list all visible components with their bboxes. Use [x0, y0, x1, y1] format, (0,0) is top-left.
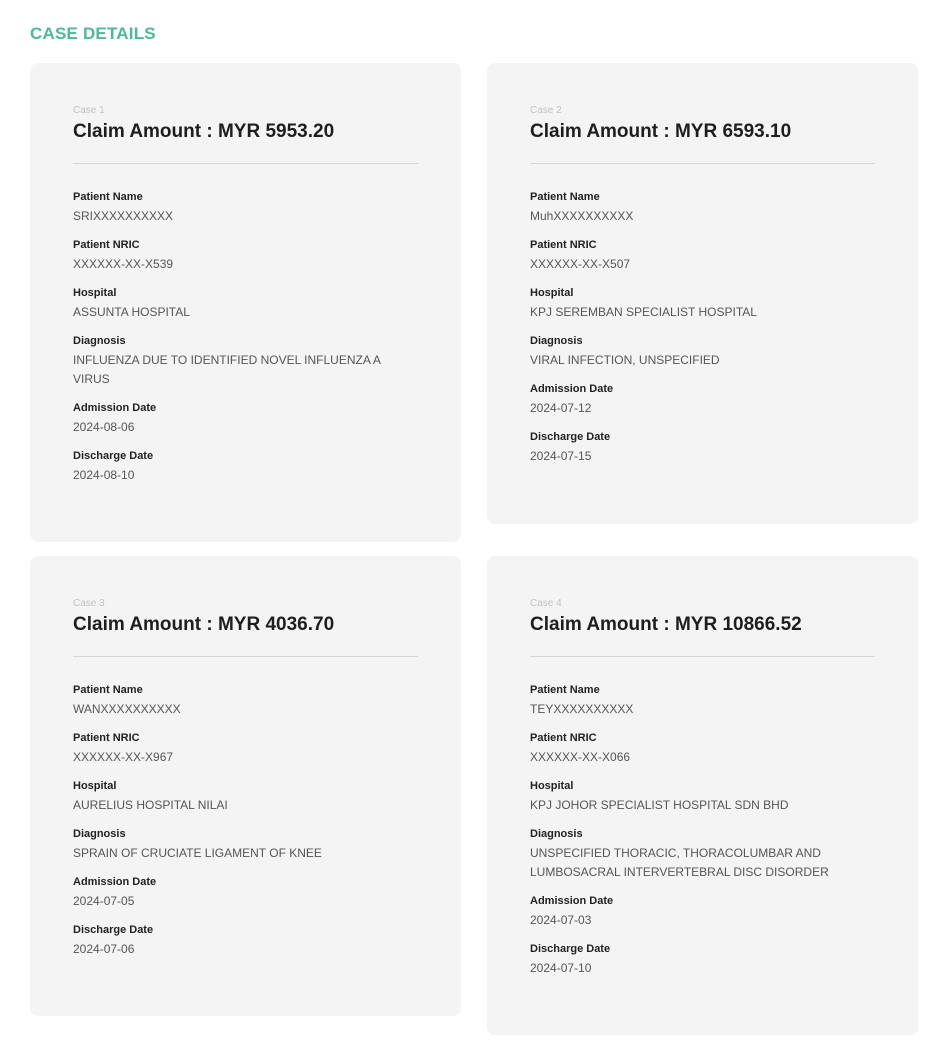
- diagnosis-value: UNSPECIFIED THORACIC, THORACOLUMBAR AND LUMBOSACRAL INTERVERTEBRAL DISC DISORDER: [530, 846, 829, 879]
- patient-nric-label: Patient NRIC: [530, 732, 597, 744]
- patient-nric-value: XXXXXX-XX-X507: [530, 257, 631, 271]
- admission-date-field: [530, 382, 875, 418]
- patient-nric-field: [530, 238, 875, 274]
- patient-name-label: Patient Name: [530, 191, 600, 203]
- diagnosis-field: [73, 334, 418, 389]
- case-card-4: [487, 556, 918, 1035]
- diagnosis-label: Diagnosis: [73, 335, 126, 347]
- admission-date-value: 2024-07-12: [530, 401, 592, 415]
- patient-nric-label: Patient NRIC: [530, 239, 597, 251]
- diagnosis-value: VIRAL INFECTION, UNSPECIFIED: [530, 353, 720, 367]
- diagnosis-value: SPRAIN OF CRUCIATE LIGAMENT OF KNEE: [73, 846, 322, 860]
- case-label: Case 2: [530, 105, 562, 116]
- admission-date-label: Admission Date: [530, 895, 614, 907]
- hospital-field: [73, 286, 418, 322]
- case-label: Case 3: [73, 598, 105, 609]
- claim-amount: Claim Amount : MYR 6593.10: [530, 121, 792, 142]
- divider: [73, 163, 418, 164]
- discharge-date-label: Discharge Date: [73, 924, 154, 936]
- admission-date-value: 2024-07-05: [73, 894, 135, 908]
- case-label: Case 4: [530, 598, 562, 609]
- discharge-date-field: [530, 942, 875, 978]
- hospital-field: [73, 779, 418, 815]
- patient-nric-value: XXXXXX-XX-X539: [73, 257, 174, 271]
- claim-amount: Claim Amount : MYR 4036.70: [73, 614, 335, 635]
- discharge-date-value: 2024-07-06: [73, 942, 135, 956]
- hospital-label: Hospital: [73, 780, 117, 792]
- divider: [73, 656, 418, 657]
- patient-name-label: Patient Name: [530, 684, 600, 696]
- patient-nric-field: [73, 731, 418, 767]
- patient-name-field: [530, 683, 875, 719]
- diagnosis-label: Diagnosis: [530, 335, 583, 347]
- diagnosis-label: Diagnosis: [73, 828, 126, 840]
- case-card-3: [30, 556, 461, 1016]
- admission-date-field: [73, 401, 418, 437]
- diagnosis-field: [73, 827, 418, 863]
- hospital-field: [530, 286, 875, 322]
- diagnosis-value: INFLUENZA DUE TO IDENTIFIED NOVEL INFLUENZA A VIRUS: [73, 353, 381, 386]
- admission-date-field: [73, 875, 418, 911]
- discharge-date-label: Discharge Date: [530, 431, 611, 443]
- hospital-label: Hospital: [73, 287, 117, 299]
- patient-name-label: Patient Name: [73, 684, 143, 696]
- patient-name-label: Patient Name: [73, 191, 143, 203]
- hospital-value: AURELIUS HOSPITAL NILAI: [73, 798, 228, 812]
- patient-nric-field: [530, 731, 875, 767]
- discharge-date-value: 2024-07-15: [530, 449, 592, 463]
- patient-nric-value: XXXXXX-XX-X967: [73, 750, 174, 764]
- discharge-date-field: [530, 430, 875, 466]
- discharge-date-field: [73, 923, 418, 959]
- hospital-label: Hospital: [530, 287, 574, 299]
- patient-name-field: [73, 190, 418, 226]
- discharge-date-value: 2024-08-10: [73, 468, 135, 482]
- discharge-date-value: 2024-07-10: [530, 961, 592, 975]
- patient-name-field: [73, 683, 418, 719]
- case-card-1: [30, 63, 461, 542]
- patient-name-value: WANXXXXXXXXXX: [73, 702, 181, 716]
- hospital-label: Hospital: [530, 780, 574, 792]
- claim-amount: Claim Amount : MYR 10866.52: [530, 614, 802, 635]
- case-label: Case 1: [73, 105, 105, 116]
- discharge-date-label: Discharge Date: [73, 450, 154, 462]
- diagnosis-field: [530, 334, 875, 370]
- admission-date-label: Admission Date: [73, 876, 157, 888]
- patient-name-value: SRIXXXXXXXXXX: [73, 209, 174, 223]
- section-title: CASE DETAILS: [30, 24, 156, 43]
- patient-name-field: [530, 190, 875, 226]
- admission-date-field: [530, 894, 875, 930]
- divider: [530, 656, 875, 657]
- patient-name-value: TEYXXXXXXXXXX: [530, 702, 634, 716]
- divider: [530, 163, 875, 164]
- diagnosis-label: Diagnosis: [530, 828, 583, 840]
- patient-name-value: MuhXXXXXXXXXX: [530, 209, 634, 223]
- hospital-field: [530, 779, 875, 815]
- hospital-value: KPJ JOHOR SPECIALIST HOSPITAL SDN BHD: [530, 798, 789, 812]
- admission-date-label: Admission Date: [73, 402, 157, 414]
- claim-amount: Claim Amount : MYR 5953.20: [73, 121, 335, 142]
- discharge-date-label: Discharge Date: [530, 943, 611, 955]
- diagnosis-field: [530, 827, 875, 882]
- admission-date-label: Admission Date: [530, 383, 614, 395]
- hospital-value: KPJ SEREMBAN SPECIALIST HOSPITAL: [530, 305, 757, 319]
- patient-nric-label: Patient NRIC: [73, 239, 140, 251]
- discharge-date-field: [73, 449, 418, 485]
- patient-nric-label: Patient NRIC: [73, 732, 140, 744]
- patient-nric-value: XXXXXX-XX-X066: [530, 750, 631, 764]
- patient-nric-field: [73, 238, 418, 274]
- admission-date-value: 2024-07-03: [530, 913, 592, 927]
- admission-date-value: 2024-08-06: [73, 420, 135, 434]
- case-card-2: [487, 63, 918, 524]
- hospital-value: ASSUNTA HOSPITAL: [73, 305, 190, 319]
